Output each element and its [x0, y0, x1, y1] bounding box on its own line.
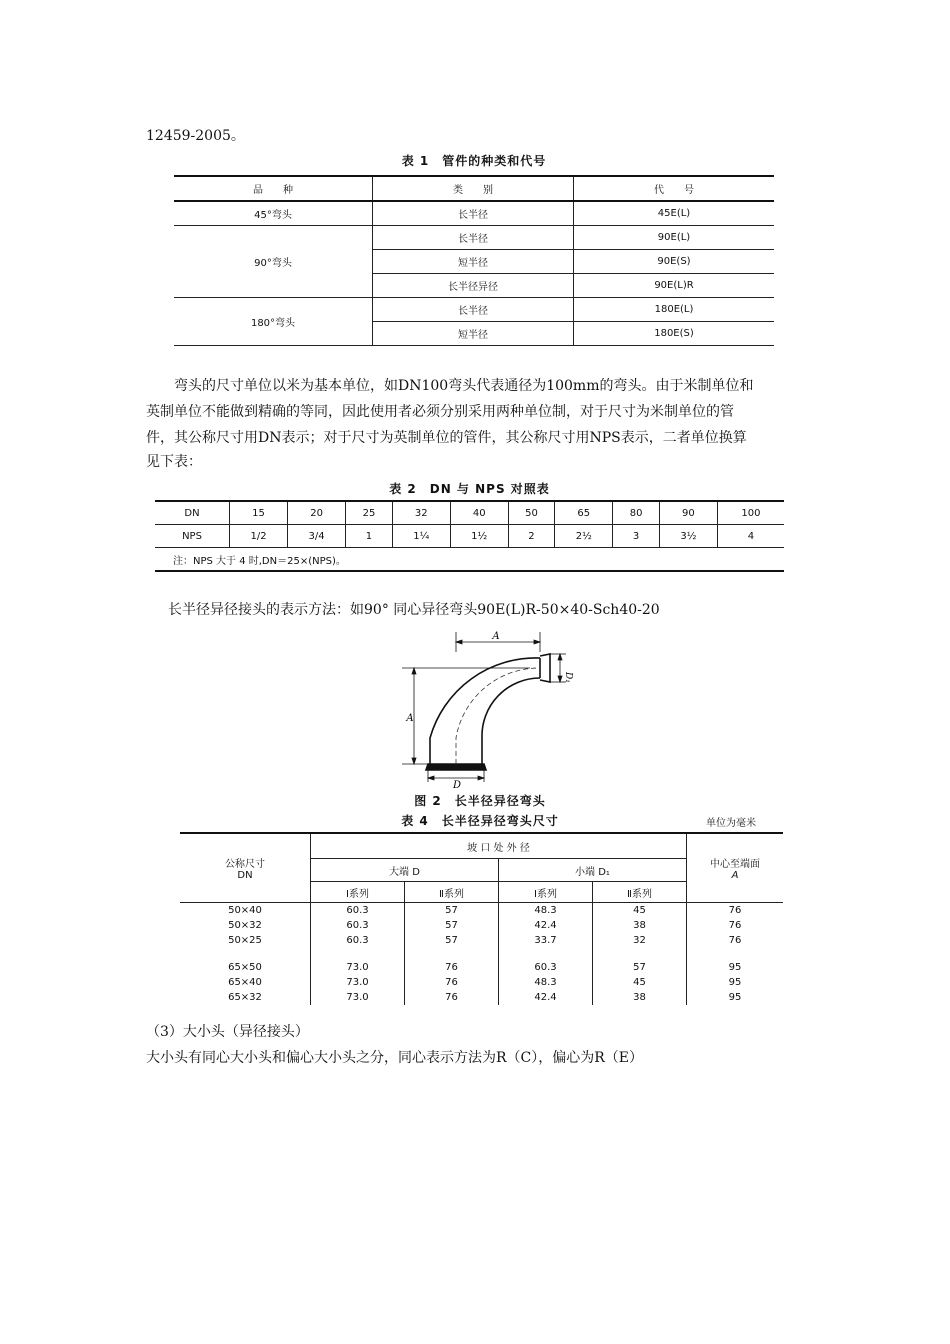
centerline-arc — [456, 668, 540, 764]
table1-header-category: 类 别 — [373, 176, 574, 201]
table4-header-series1: Ⅰ系列 — [499, 882, 593, 903]
table4-cell: 95 — [687, 960, 784, 975]
table2-caption: 表 2 DN 与 NPS 对照表 — [389, 482, 550, 496]
table4-cell: 48.3 — [499, 903, 593, 919]
table4-header-series2: Ⅱ系列 — [405, 882, 499, 903]
table4-header-center-a: A — [731, 870, 739, 881]
table-row — [180, 933, 783, 948]
table2-cell: 65 — [555, 501, 613, 525]
top-line: 12459-2005。 — [146, 128, 245, 144]
paragraph3: 大小头有同心大小头和偏心大小头之分，同心表示方法为R（C），偏心为R（E） — [146, 1050, 644, 1066]
table4-cell: 76 — [687, 933, 784, 948]
table4-header-large: 大端 D — [311, 859, 499, 882]
table-row — [180, 903, 783, 919]
table-row — [180, 990, 783, 1005]
table2-cell: 3½ — [659, 525, 717, 548]
table1-header-code: 代 号 — [574, 176, 775, 201]
table2-cell: 50 — [508, 501, 555, 525]
table2-cell: 90 — [659, 501, 717, 525]
table4-cell: 48.3 — [499, 975, 593, 990]
table2-cell: 40 — [450, 501, 508, 525]
table2-cell: 1¼ — [392, 525, 450, 548]
table2-note: 注：NPS 大于 4 时,DN＝25×(NPS)。 — [155, 548, 784, 572]
table4-cell: 95 — [687, 990, 784, 1005]
paragraph1-line3: 件，其公称尺寸用DN表示；对于尺寸为英制单位的管件，其公称尺寸用NPS表示，二者单位换算 — [146, 430, 747, 446]
table4-cell: 76 — [687, 918, 784, 933]
table4-cell: 73.0 — [311, 990, 405, 1005]
table4-cell: 65×32 — [180, 990, 311, 1005]
table2-cell: 2 — [508, 525, 555, 548]
table4-cell: 65×50 — [180, 960, 311, 975]
table4-cell: 73.0 — [311, 960, 405, 975]
section3-title: （3）大小头（异径接头） — [146, 1024, 309, 1040]
table4-cell: 57 — [405, 903, 499, 919]
table4-cell: 60.3 — [499, 960, 593, 975]
elbow-outline — [426, 654, 550, 770]
table2-cell: 1 — [346, 525, 393, 548]
table1-category: 长半径 — [373, 298, 574, 322]
table1-category: 长半径 — [373, 226, 574, 250]
table1-variety: 180°弯头 — [174, 298, 373, 346]
table-row — [180, 960, 783, 975]
table2-cell: 1/2 — [230, 525, 288, 548]
table2-cell: 32 — [392, 501, 450, 525]
table4-header-nominal-label: 公称尺寸 — [225, 859, 265, 870]
table4-cell: 76 — [405, 975, 499, 990]
table2-cell: 1½ — [450, 525, 508, 548]
table1-category: 短半径 — [373, 322, 574, 346]
table4-cell: 60.3 — [311, 918, 405, 933]
table1-caption: 表 1 管件的种类和代号 — [401, 154, 547, 168]
table4-cell: 42.4 — [499, 918, 593, 933]
table4-header-center — [687, 833, 784, 903]
table4-cell: 45 — [593, 903, 687, 919]
table2-cell: 4 — [717, 525, 784, 548]
table2-cell: 25 — [346, 501, 393, 525]
table4-cell: 50×40 — [180, 903, 311, 919]
table2-cell: 100 — [717, 501, 784, 525]
table4-cell: 60.3 — [311, 933, 405, 948]
table2-dn-row — [155, 501, 784, 525]
table2-cell: 15 — [230, 501, 288, 525]
table2-cell: 2½ — [555, 525, 613, 548]
table4-cell: 32 — [593, 933, 687, 948]
table2 — [155, 500, 784, 572]
paragraph1-line1: 弯头的尺寸单位以米为基本单位，如DN100弯头代表通径为100mm的弯头。由于米制单位和 — [174, 378, 754, 394]
table4-cell: 42.4 — [499, 990, 593, 1005]
paragraph2: 长半径异径接头的表示方法：如90° 同心异径弯头90E(L)R-50×40-Sch40-20 — [168, 602, 660, 618]
table4-header-small: 小端 D₁ — [499, 859, 687, 882]
table4-cell: 57 — [405, 918, 499, 933]
table2-cell: 3 — [613, 525, 660, 548]
figure2-diagram — [400, 628, 600, 788]
table2-cell: 3/4 — [288, 525, 346, 548]
table4-header-nominal-dn: DN — [237, 870, 253, 881]
label-a-top: A — [492, 631, 500, 642]
table1-variety: 90°弯头 — [174, 226, 373, 298]
table-row — [180, 975, 783, 990]
table4 — [180, 832, 783, 1005]
table4-cell: 50×32 — [180, 918, 311, 933]
table1-category: 长半径 — [373, 201, 574, 226]
table4-cell: 33.7 — [499, 933, 593, 948]
table4-cell: 45 — [593, 975, 687, 990]
table4-header-bevel: 坡 口 处 外 径 — [311, 833, 687, 859]
table1-crop-edge — [174, 346, 774, 354]
table1-code: 45E(L) — [574, 201, 775, 226]
table4-header-series1: Ⅰ系列 — [311, 882, 405, 903]
table4-cell: 38 — [593, 918, 687, 933]
paragraph1-line4: 见下表： — [146, 454, 202, 470]
table4-cell: 57 — [405, 933, 499, 948]
table2-cell: 80 — [613, 501, 660, 525]
table2-cell: 20 — [288, 501, 346, 525]
table2-nps-label: NPS — [155, 525, 230, 548]
table1-code: 90E(L)R — [574, 274, 775, 298]
table2-nps-row — [155, 525, 784, 548]
table4-cell: 50×25 — [180, 933, 311, 948]
table1 — [174, 175, 774, 346]
table1-category: 短半径 — [373, 250, 574, 274]
table4-header-nominal — [180, 833, 311, 903]
table1-variety: 45°弯头 — [174, 201, 373, 226]
table1-code: 180E(S) — [574, 322, 775, 346]
table4-unit: 单位为毫米 — [706, 818, 756, 829]
table4-cell: 65×40 — [180, 975, 311, 990]
table4-cell: 38 — [593, 990, 687, 1005]
table4-cell: 57 — [593, 960, 687, 975]
table4-cell: 60.3 — [311, 903, 405, 919]
table4-cell: 95 — [687, 975, 784, 990]
table4-caption: 表 4 长半径异径弯头尺寸 — [401, 814, 559, 828]
table4-cell: 76 — [405, 990, 499, 1005]
table4-cell: 76 — [687, 903, 784, 919]
table1-code: 180E(L) — [574, 298, 775, 322]
table1-code: 90E(S) — [574, 250, 775, 274]
table4-cell: 73.0 — [311, 975, 405, 990]
table4-header-series2: Ⅱ系列 — [593, 882, 687, 903]
table2-dn-label: DN — [155, 501, 230, 525]
table1-header-variety: 品 种 — [174, 176, 373, 201]
table4-cell: 76 — [405, 960, 499, 975]
label-d: D — [452, 780, 462, 788]
label-d1: D₁ — [563, 672, 573, 683]
table1-category: 长半径异径 — [373, 274, 574, 298]
figure2-caption: 图 2 长半径异径弯头 — [414, 794, 546, 808]
table1-code: 90E(L) — [574, 226, 775, 250]
table-row — [180, 918, 783, 933]
table4-header-center-label: 中心至端面 — [710, 859, 760, 870]
label-a-left: A — [406, 713, 414, 724]
paragraph1-line2: 英制单位不能做到精确的等同，因此使用者必须分别采用两种单位制，对于尺寸为米制单位的管 — [146, 404, 734, 420]
